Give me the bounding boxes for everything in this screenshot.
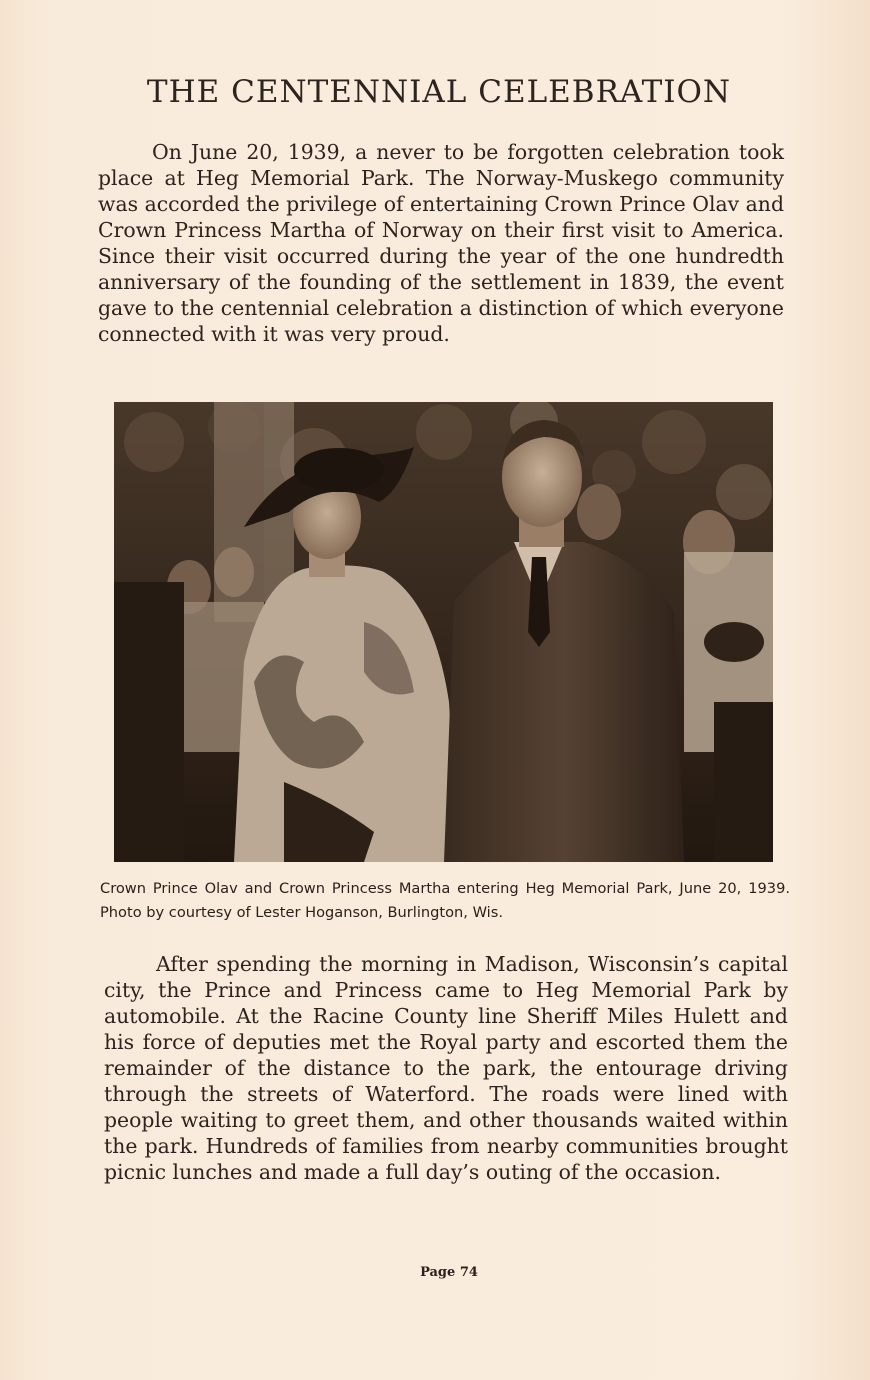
- photo-caption: Crown Prince Olav and Crown Princess Martha entering Heg Memorial Park, June 20, 1939. Photo by courtesy of Lester Hoganson, Burlington, Wis.: [100, 880, 790, 921]
- photo-illustration: [114, 402, 773, 862]
- page-number: Page 74: [420, 1265, 478, 1280]
- page-title: THE CENTENNIAL CELEBRATION: [146, 74, 732, 110]
- paragraph-arrival: After spending the morning in Madison, Wisconsin’s capital city, the Prince and Princess came to Heg Memorial Park by automobile. At the Racine County line Sheriff Miles Hulett and his force of deputies met the Royal party and escorted them the remainder of the distance to the park, the entourage driving through the streets of Waterford. The roads were lined with people waiting to greet them, and other thousands waited within the park. Hundreds of families from nearby communities brought picnic lunches and made a full day’s outing of the occasion.: [104, 952, 788, 1184]
- paragraph-intro: On June 20, 1939, a never to be forgotten celebration took place at Heg Memorial Park. The Norway-Muskego community was accorded the privilege of entertaining Crown Prince Olav and Crown Princess Martha of Norway on their first visit to America. Since their visit occurred during the year of the one hundredth anniversary of the founding of the settlement in 1839, the event gave to the centennial celebration a distinction of which everyone connected with it was very proud.: [98, 140, 784, 346]
- historic-photo: [114, 402, 773, 862]
